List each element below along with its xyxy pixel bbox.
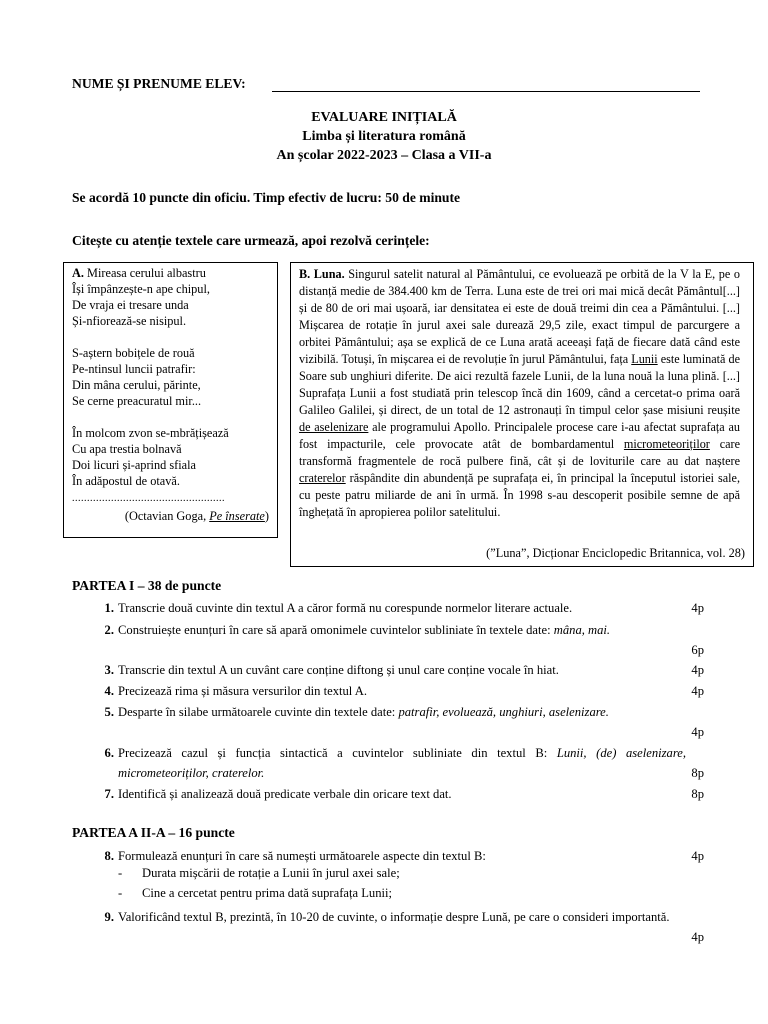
question-8: 8. Formulează enunțuri în care să numești următoarele aspecte din textul B: 4p	[104, 849, 704, 863]
part2-heading: PARTEA A II-A – 16 puncte	[72, 825, 235, 840]
text-a-source: (Octavian Goga, Pe înserate)	[124, 509, 269, 523]
poem-line: Doi licuri și-aprind sfiala	[72, 458, 196, 472]
instruction: Citește cu atenție textele care urmează, apoi rezolvă cerințele:	[72, 233, 430, 248]
poem-line: De vraja ei tresare unda	[72, 298, 189, 312]
poem-line: Din mâna cerului, părinte,	[72, 378, 201, 392]
student-name-label: NUME ȘI PRENUME ELEV:	[72, 76, 246, 91]
underlined-micrometeoritilor: micrometeoriților	[623, 437, 710, 451]
school-year-line: An școlar 2022-2023 – Clasa a VII-a	[276, 148, 492, 163]
question-9: 9. Valorificând textul B, prezintă, în 10-20 de cuvinte, o informație despre Lună, pe care o consideri importantă. 4p	[104, 910, 704, 944]
underlined-aselenizare: de aselenizare	[299, 420, 369, 434]
question-6: 6. Precizează cazul și funcția sintactică a cuvintelor subliniate din textul B: Lunii, (de) aselenizare, micrometeoriților, craterelor. 8p	[104, 746, 704, 780]
poem-line: În molcom zvon se-mbrățișează	[72, 426, 229, 440]
poem-line: Se cerne preacuratul mir...	[72, 394, 202, 408]
text-a-box	[63, 262, 278, 538]
page-title: EVALUARE INIȚIALĂ	[311, 110, 457, 125]
poem-line: Pe-ntinsul luncii patrafir:	[72, 362, 196, 376]
points-note: Se acordă 10 puncte din oficiu. Timp efectiv de lucru: 50 de minute	[72, 190, 461, 205]
poem-line: În adăpostul de otavă.	[72, 474, 180, 488]
text-b-source: (”Luna”, Dicționar Enciclopedic Britannica, vol. 28)	[486, 546, 745, 560]
poem-line: Cu apa trestia bolnavă	[72, 442, 182, 456]
text-b-body: B. Luna. Singurul satelit natural al Pământului, ce evoluează pe orbită de la V la E, pe o distanță medie de 384.400 km de Terra. Luna este de trei ori mai mică decât Pământul[...] și de 80 de ori mai ușoară, iar densitatea ei este de două treimi din cea a Pământului. [...] Mișcarea de rotație în jurul axei sale durează 29,5 zile, exact timpul de parcurgere a orbitei Pământului; așa se explică de ce Luna arată aceeași față de fiecare dată când este vizibilă. Totuși, în mișcarea ei de revoluție în jurul Pământului, fața Lunii este luminată de Soare sub unghiuri diferite. De aici rezultă fazele Lunii, de la luna nouă la luna plină. [...] Suprafața Lunii a fost studiată prin telescop încă din 1609, când a cercetat-o prima oară Galileo Galilei, și direct, de un total de 12 astronauți în timpul celor șase misiuni reușite de aselenizare ale programului Apollo. Principalele procese care i-au afectat suprafața au fost impacturile, cele provocate atât de bombardamentul micrometeoriților care transformă fragmentele de rocă pulbere fină, cât și de loviturile care au dat naștere craterelor răspândite din abundență pe suprafața ei, în principal la începutul istoriei sale, cu peste patru miliarde de ani în urmă. În 1998 s-au descoperit posibile semne de apă înghețată în apropierea polilor satelitului.	[299, 267, 740, 519]
subject-line: Limba și literatura română	[302, 129, 466, 144]
question-1: 1. Transcrie două cuvinte din textul A a căror formă nu corespunde normelor literare actuale. 4p	[104, 601, 704, 615]
poem-line: S-aștern bobițele de rouă	[72, 346, 195, 360]
question-5: 5. Desparte în silabe următoarele cuvinte din textele date: patrafir, evoluează, unghiuri, aselenizare. 4p	[104, 705, 704, 739]
poem-line: A. Mireasa cerului albastru	[72, 266, 206, 280]
question-8-bullet: - Durata mișcării de rotație a Lunii în jurul axei sale;	[118, 866, 400, 880]
question-2: 2. Construiește enunțuri în care să apară omonimele cuvintelor subliniate în textele date: mâna, mai. 6p	[104, 623, 704, 657]
question-7: 7. Identifică și analizează două predicate verbale din oricare text dat. 8p	[104, 787, 704, 801]
student-name-line[interactable]	[272, 91, 700, 92]
underlined-lunii: Lunii	[631, 352, 658, 366]
poem-ellipsis: ...................................................	[72, 493, 225, 504]
question-8-bullet: - Cine a cercetat pentru prima dată suprafața Lunii;	[118, 886, 393, 900]
underlined-craterelor: craterelor	[299, 471, 346, 485]
question-4: 4. Precizează rima și măsura versurilor din textul A. 4p	[104, 684, 704, 698]
part1-heading: PARTEA I – 38 de puncte	[72, 578, 222, 593]
poem-line: Își împânzește-n ape chipul,	[72, 282, 210, 296]
poem-line: Și-nfiorează-se nisipul.	[72, 314, 187, 328]
text-b-box	[290, 262, 754, 567]
question-3: 3. Transcrie din textul A un cuvânt care conține diftong și unul care conține vocale în hiat. 4p	[104, 663, 704, 677]
